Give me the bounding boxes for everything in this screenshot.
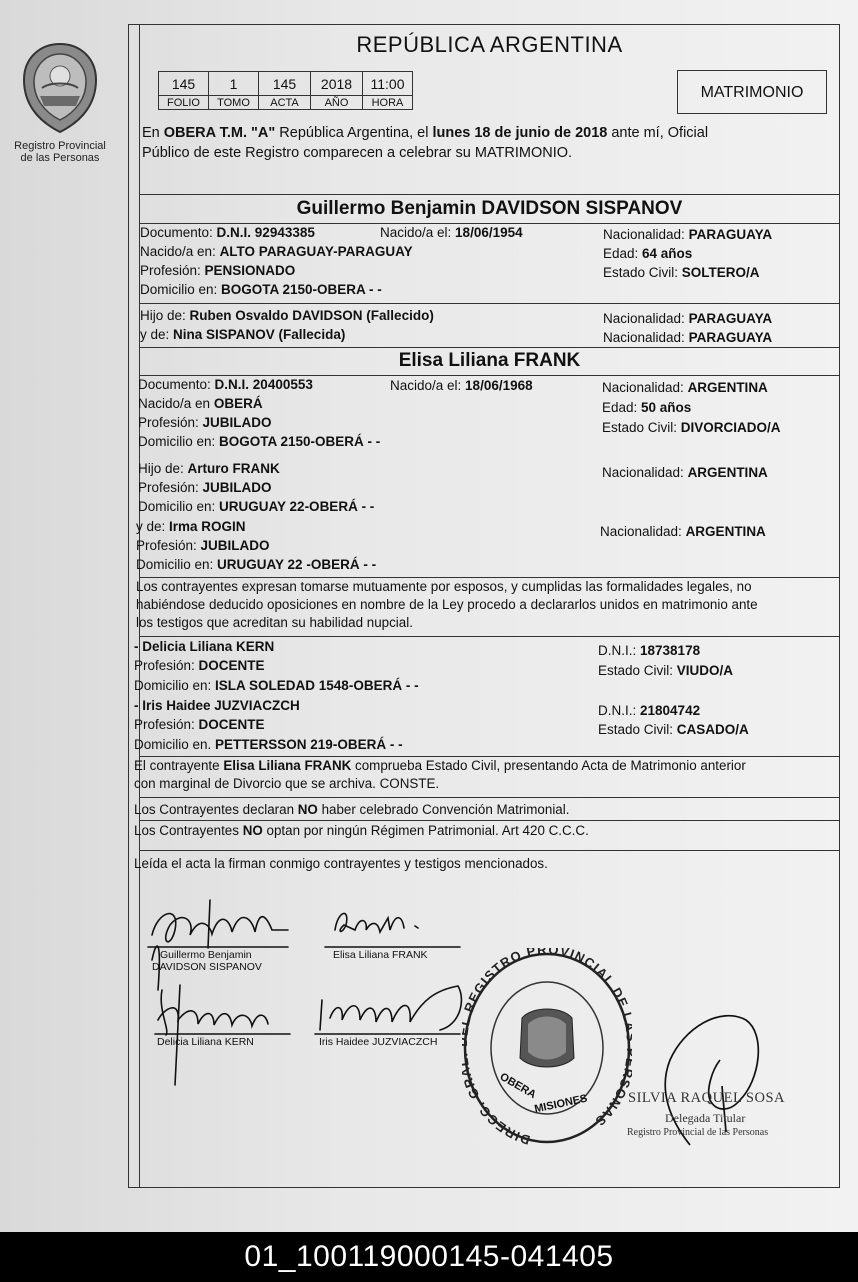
groom-birthdate: [380, 225, 523, 240]
field-label: Profesión:: [136, 538, 201, 553]
bride-birthplace: [138, 396, 263, 411]
field-label: Nacido/a el:: [390, 378, 466, 393]
bride-signature-caption: Elisa Liliana FRANK: [333, 949, 428, 961]
stamp-province: MISIONES: [533, 1092, 589, 1116]
field-value: ISLA SOLEDAD 1548-OBERÁ - -: [215, 678, 419, 693]
bride-name: Elisa Liliana FRANK: [398, 350, 581, 371]
divider: [139, 820, 840, 821]
field-label: D.N.I.:: [598, 643, 641, 658]
field-value: 18/06/1968: [465, 378, 533, 393]
official-office: Registro Provincial de las Personas: [627, 1127, 769, 1138]
field-label: Domicilio en:: [138, 434, 220, 449]
province-seal-icon: [18, 40, 102, 136]
note-reading: Leída el acta la firman conmigo contrayentes y testigos mencionados.: [134, 856, 548, 871]
stamp-ring-text: DIRECC. G REGISTRO PROVINCIAL DE SONAS: [462, 948, 632, 1148]
intro-text-1: En: [142, 125, 164, 141]
time-label: HORA: [363, 96, 413, 110]
field-value: Nina SISPANOV (Fallecida): [173, 327, 346, 342]
field-value: VIUDO/A: [676, 663, 734, 678]
bride-nationality: [602, 380, 768, 395]
field-label: Estado Civil:: [603, 265, 682, 280]
bride-document: [138, 377, 313, 392]
field-value: PARAGUAYA: [688, 227, 773, 242]
field-label: Domicilio en:: [140, 282, 222, 297]
field-label: y de:: [140, 327, 174, 342]
logo-caption-line2: de las Personas: [20, 152, 100, 164]
field-value: 50 años: [641, 400, 692, 415]
field-value: JUBILADO: [202, 415, 272, 430]
document-code-bar: [0, 1232, 858, 1282]
divider: [139, 375, 840, 376]
field-value: Irma ROGIN: [169, 519, 246, 534]
divider: [139, 756, 840, 757]
field-value: CASADO/A: [676, 722, 749, 737]
bride-mother-profession: [136, 538, 270, 553]
official-name: SILVIA RAQUEL SOSA: [628, 1090, 785, 1106]
acta-value: 145: [259, 72, 311, 96]
field-value: D.N.I. 92943385: [216, 225, 315, 240]
note-name: Elisa Liliana FRANK: [223, 758, 352, 773]
bride-signature-icon: [335, 914, 418, 932]
divider: [139, 303, 840, 304]
note-text: El contrayente: [134, 758, 224, 773]
groom-father-nationality: [603, 311, 772, 326]
field-label: Profesión:: [134, 658, 199, 673]
field-value: DIVORCIADO/A: [680, 420, 781, 435]
registry-table: [158, 71, 413, 110]
bride-mother: [136, 519, 246, 534]
field-label: Profesión:: [138, 415, 203, 430]
groom-birthplace: [140, 244, 413, 259]
year-value: 2018: [311, 72, 363, 96]
field-value: URUGUAY 22-OBERÁ - -: [219, 499, 375, 514]
field-label: Profesión:: [138, 480, 203, 495]
field-label: Profesión:: [140, 263, 205, 278]
field-value: 21804742: [640, 703, 701, 718]
field-label: Nacionalidad:: [603, 330, 689, 345]
official-role: Delegada Titular: [665, 1111, 746, 1125]
note-civil-status-line2: con marginal de Divorcio que se archiva. CONSTE.: [134, 776, 440, 791]
declaration-line2: habiéndose deducido oposiciones en nombre de la Ley procedo a declararlos unidos en matrimonio ante: [136, 597, 758, 612]
field-value: PARAGUAYA: [688, 311, 773, 326]
groom-signature-icon: [152, 900, 288, 990]
intro-line1: [142, 125, 708, 141]
field-value: Arturo FRANK: [187, 461, 280, 476]
official-stamp: [462, 948, 632, 1148]
field-value: PARAGUAYA: [688, 330, 773, 345]
bride-mother-nationality: [600, 524, 766, 539]
field-label: Estado Civil:: [602, 420, 681, 435]
note-regime: [134, 823, 589, 838]
bride-profession: [138, 415, 272, 430]
field-value: 64 años: [642, 246, 693, 261]
note-text: Los Contrayentes: [134, 823, 243, 838]
acta-label: ACTA: [259, 96, 311, 110]
witness2-profession: [134, 717, 265, 732]
groom-father: [140, 308, 434, 323]
bride-father-profession: [138, 480, 272, 495]
field-value: ARGENTINA: [685, 524, 766, 539]
note-emphasis: NO: [297, 802, 318, 817]
bride-address: [138, 434, 380, 449]
field-value: ARGENTINA: [687, 380, 768, 395]
field-value: BOGOTA 2150-OBERÁ - -: [219, 434, 381, 449]
divider: [139, 797, 840, 798]
folio-value: 145: [159, 72, 209, 96]
stamp-city: OBERA: [497, 1070, 539, 1102]
intro-place: OBERA T.M. "A": [163, 125, 276, 141]
field-value: JUBILADO: [200, 538, 270, 553]
witness1-name: - Delicia Liliana KERN: [134, 639, 275, 654]
bride-mother-address: [136, 557, 376, 572]
field-value: BOGOTA 2150-OBERA - -: [221, 282, 382, 297]
groom-mother-nationality: [603, 330, 772, 345]
page-title: REPÚBLICA ARGENTINA: [356, 32, 623, 57]
groom-civil-status: [603, 265, 760, 280]
field-label: Edad:: [602, 400, 642, 415]
field-label: D.N.I.:: [598, 703, 641, 718]
field-value: ALTO PARAGUAY-PARAGUAY: [219, 244, 413, 259]
note-convention: [134, 802, 569, 817]
field-value: ARGENTINA: [687, 465, 768, 480]
witness2-address: [134, 737, 403, 752]
note-text: haber celebrado Convención Matrimonial.: [317, 802, 570, 817]
field-value: DOCENTE: [198, 658, 265, 673]
field-label: Nacido/a en: [138, 396, 214, 411]
groom-signature-caption-2: DAVIDSON SISPANOV: [152, 961, 262, 973]
field-label: Domicilio en:: [138, 499, 220, 514]
note-text: optan por ningún Régimen Patrimonial. Art 420 C.C.C.: [262, 823, 589, 838]
field-value: PENSIONADO: [204, 263, 296, 278]
note-emphasis: NO: [242, 823, 263, 838]
bride-civil-status: [602, 420, 781, 435]
field-label: y de:: [136, 519, 170, 534]
intro-line2: Público de este Registro comparecen a celebrar su MATRIMONIO.: [142, 145, 573, 161]
note-text: Los Contrayentes declaran: [134, 802, 298, 817]
bride-father-nationality: [602, 465, 768, 480]
field-label: Nacionalidad:: [603, 227, 689, 242]
field-label: Estado Civil:: [598, 663, 677, 678]
field-label: Nacido/a el:: [380, 225, 456, 240]
witness2-civil-status: [598, 722, 749, 737]
groom-signature-caption-1: Guillermo Benjamin: [160, 949, 252, 961]
witness2-signature-caption: Iris Haidee JUZVIACZCH: [319, 1036, 438, 1048]
tomo-value: 1: [209, 72, 259, 96]
groom-address: [140, 282, 382, 297]
witness1-dni: [598, 643, 700, 658]
field-label: Nacionalidad:: [602, 380, 688, 395]
witness1-civil-status: [598, 663, 733, 678]
divider: [139, 577, 840, 578]
field-value: OBERÁ: [213, 396, 263, 411]
field-label: Domicilio en:: [134, 678, 216, 693]
field-value: SOLTERO/A: [681, 265, 760, 280]
field-value: DOCENTE: [198, 717, 265, 732]
divider: [139, 347, 840, 348]
field-label: Domicilio en:: [136, 557, 218, 572]
field-label: Documento:: [138, 377, 215, 392]
time-value: 11:00: [363, 72, 413, 96]
field-label: Nacido/a en:: [140, 244, 220, 259]
field-label: Hijo de:: [138, 461, 188, 476]
declaration-line3: los testigos que acreditan su habilidad nupcial.: [136, 615, 413, 630]
registry-logo: [10, 40, 110, 164]
witness1-signature-caption: Delicia Liliana KERN: [157, 1036, 254, 1048]
note-text: comprueba Estado Civil, presentando Acta de Matrimonio anterior: [351, 758, 746, 773]
groom-document: [140, 225, 315, 240]
field-label: Nacionalidad:: [603, 311, 689, 326]
divider: [139, 223, 840, 224]
field-value: PETTERSSON 219-OBERÁ - -: [215, 737, 403, 752]
tomo-label: TOMO: [209, 96, 259, 110]
field-value: 18/06/1954: [455, 225, 523, 240]
field-value: JUBILADO: [202, 480, 272, 495]
bride-age: [602, 400, 691, 415]
bride-father: [138, 461, 280, 476]
intro-date: lunes 18 de junio de 2018: [432, 125, 608, 141]
divider: [139, 194, 840, 195]
groom-nationality: [603, 227, 772, 242]
field-value: Ruben Osvaldo DAVIDSON (Fallecido): [189, 308, 434, 323]
witness1-address: [134, 678, 419, 693]
groom-profession: [140, 263, 295, 278]
field-label: Profesión:: [134, 717, 199, 732]
year-label: AÑO: [311, 96, 363, 110]
field-label: Domicilio en.: [134, 737, 216, 752]
bride-birthdate: [390, 378, 533, 393]
witness2-name: - Iris Haidee JUZVIACZCH: [134, 698, 300, 713]
folio-label: FOLIO: [159, 96, 209, 110]
note-civil-status: [134, 758, 746, 773]
declaration-line1: Los contrayentes expresan tomarse mutuamente por esposos, y cumplidas las formalidades legales, no: [136, 579, 752, 594]
field-value: URUGUAY 22 -OBERÁ - -: [217, 557, 377, 572]
field-label: Nacionalidad:: [600, 524, 686, 539]
field-value: D.N.I. 20400553: [214, 377, 313, 392]
divider: [139, 636, 840, 637]
field-label: Hijo de:: [140, 308, 190, 323]
divider: [139, 850, 840, 851]
intro-text-3: ante mí, Oficial: [607, 125, 709, 141]
document-code: 01_100119000145-041405: [244, 1240, 614, 1273]
field-label: Nacionalidad:: [602, 465, 688, 480]
bride-father-address: [138, 499, 374, 514]
intro-text-2: República Argentina, el: [275, 125, 433, 141]
witness1-profession: [134, 658, 265, 673]
witness2-dni: [598, 703, 700, 718]
field-value: 18738178: [640, 643, 701, 658]
field-label: Estado Civil:: [598, 722, 677, 737]
witness2-signature-icon: [320, 986, 461, 1030]
groom-mother: [140, 327, 345, 342]
groom-name: Guillermo Benjamin DAVIDSON SISPANOV: [296, 198, 683, 219]
witness1-signature-icon: [158, 985, 268, 1085]
logo-caption-line1: Registro Provincial: [14, 140, 106, 152]
groom-age: [603, 246, 692, 261]
document-type-box: MATRIMONIO: [677, 70, 827, 114]
field-label: Documento:: [140, 225, 217, 240]
field-label: Edad:: [603, 246, 643, 261]
